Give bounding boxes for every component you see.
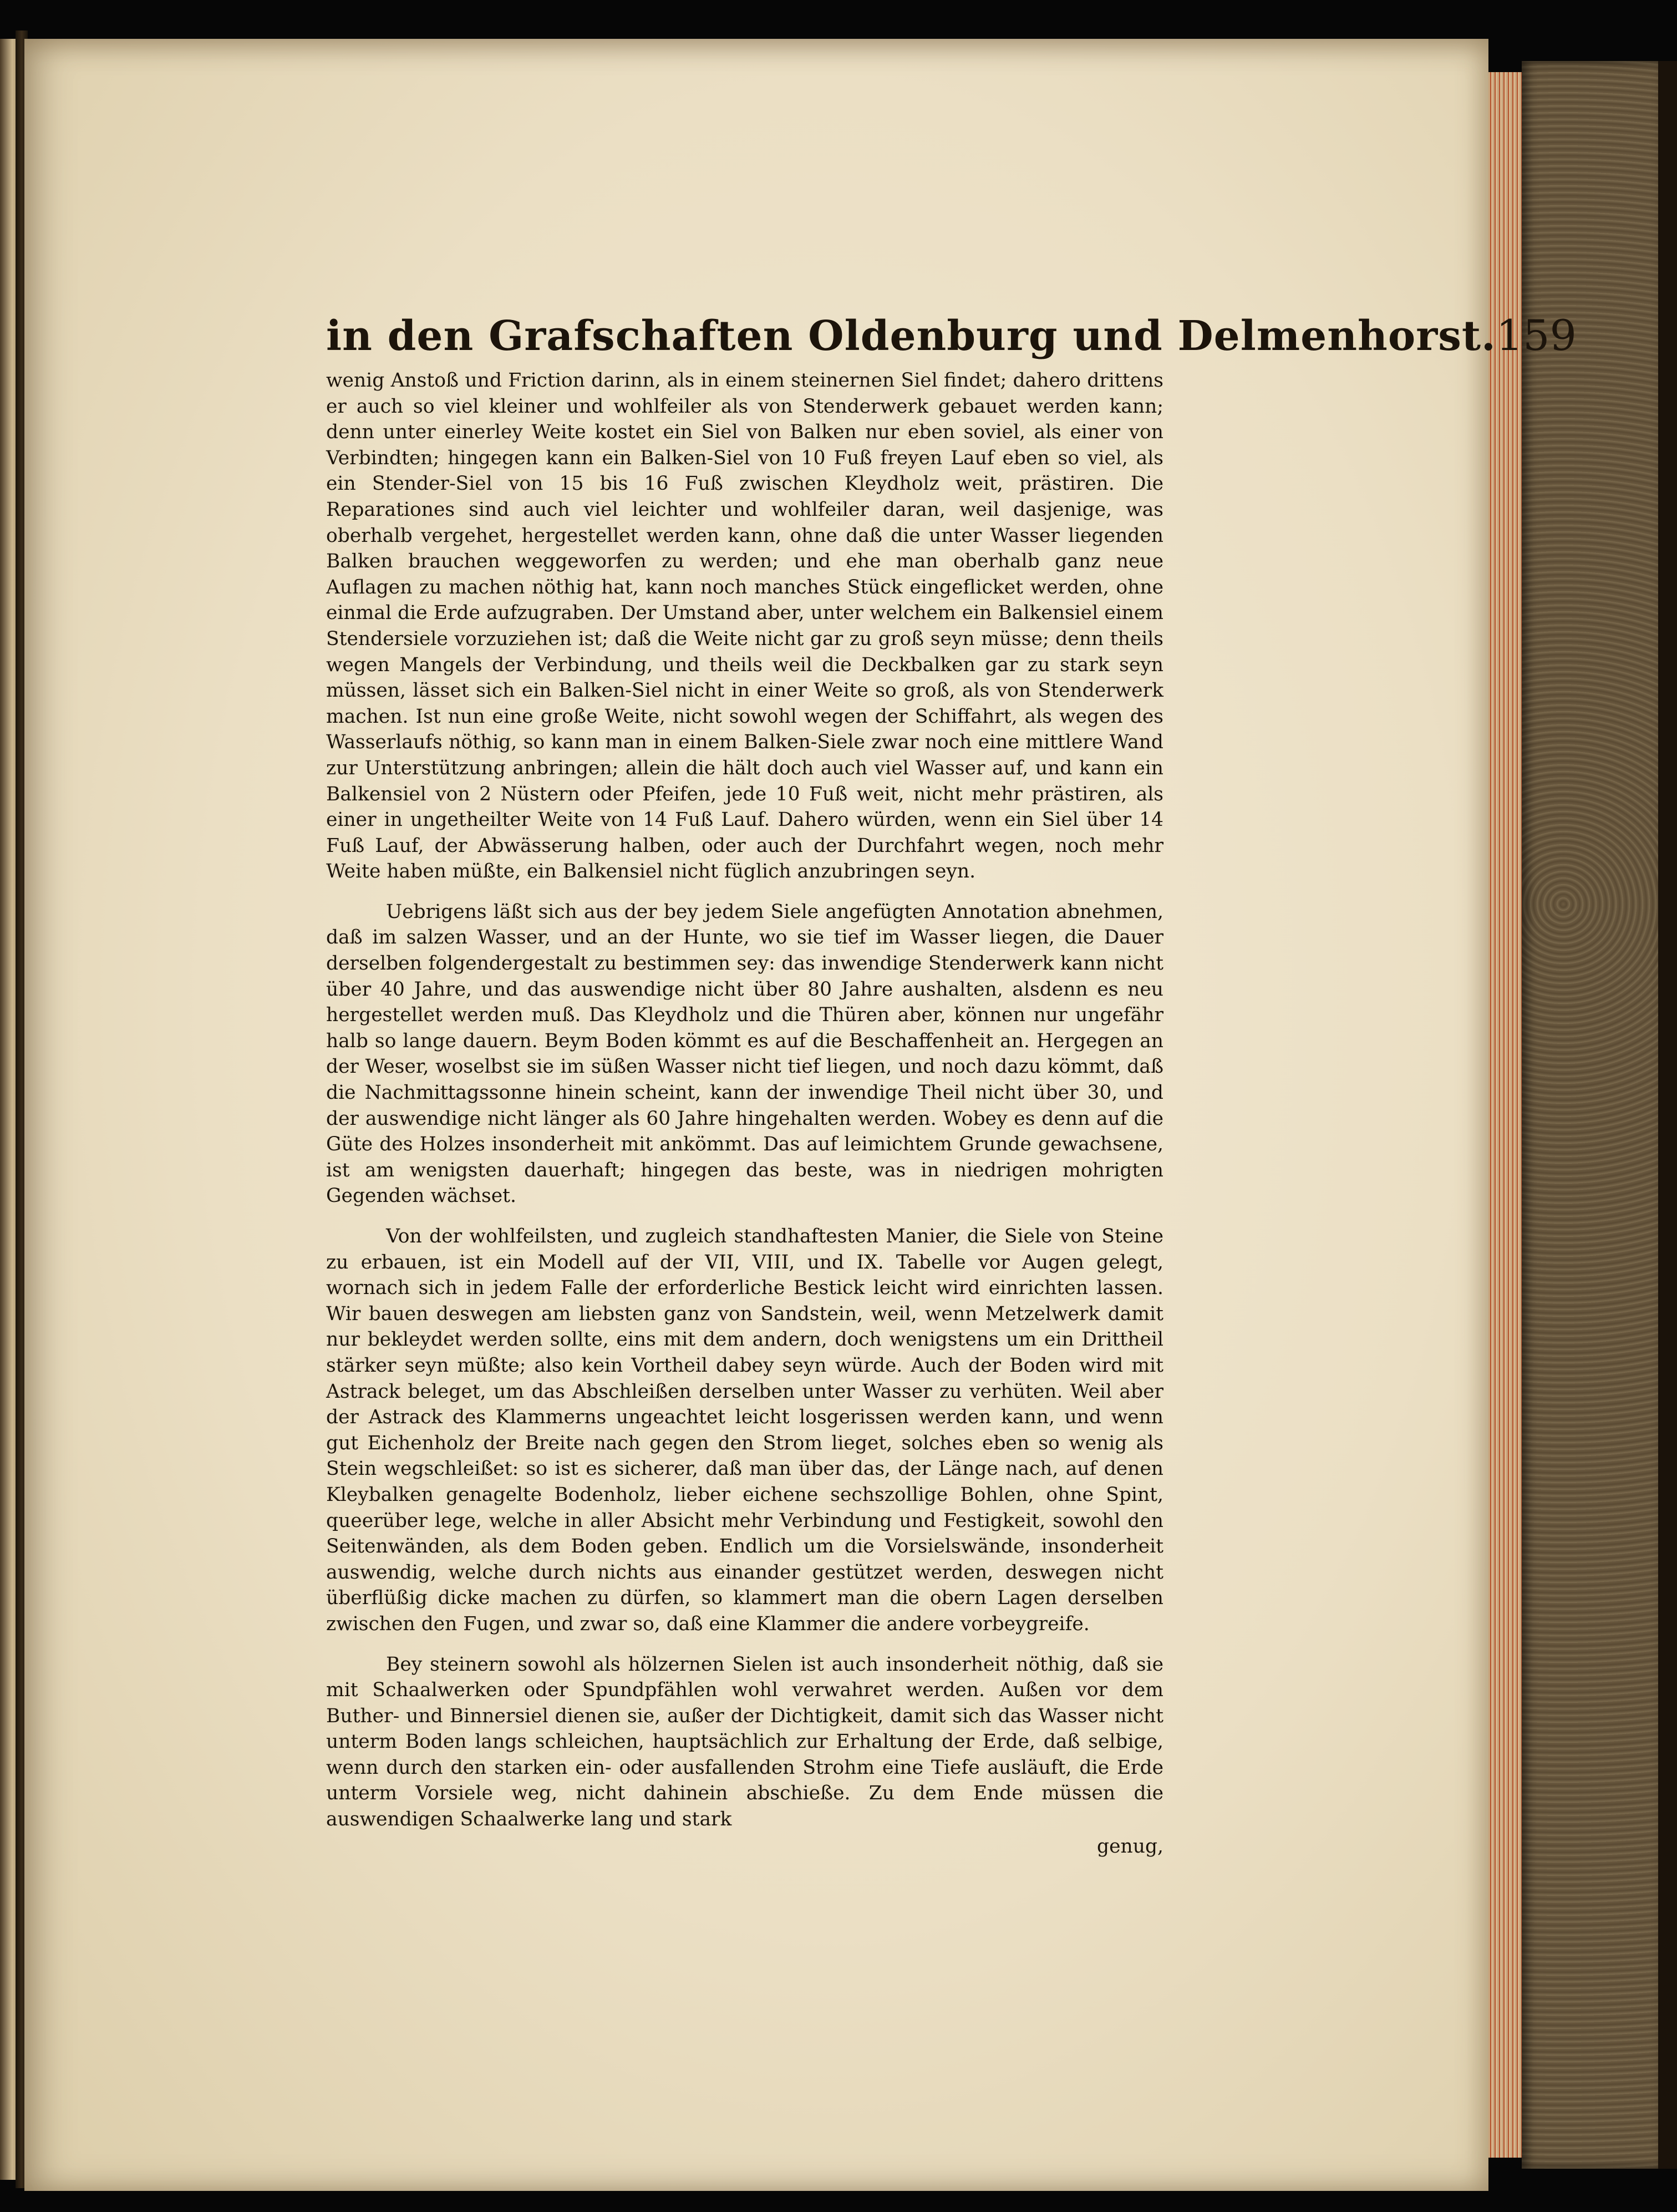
- body-text: [326, 368, 1163, 1833]
- running-head: [326, 311, 1577, 360]
- paragraph-4: Bey steinern sowohl als hölzernen Sielen ist auch insonderheit nöthig, daß sie mit Schaalwerken oder Spundpfählen wohl verwahret werden. Außen vor dem Buther- und Binnersiel dienen sie, außer der Dichtigkeit, damit sich das Wasser nicht unterm Boden langs schleichen, hauptsächlich zur Erhaltung der Erde, daß selbige, wenn durch den starken ein- oder ausfallenden Strohm eine Tiefe ausläuft, die Erde unterm Vorsiele weg, nicht dahinein abschieße. Zu dem Ende müssen die auswendigen Schaalwerke lang und stark: [326, 1653, 1163, 1831]
- running-head-title: in den Grafschaften Oldenburg und Delmenhorst.: [326, 312, 1496, 360]
- paragraph-1: wenig Anstoß und Friction darinn, als in einem steinernen Siel findet; dahero drittens er auch so viel kleiner und wohlfeiler als von Stenderwerk gebauet werden kann; denn unter einerley Weite kostet ein Siel von Balken nur eben soviel, als einer von Verbindten; hingegen kann ein Balken-Siel von 10 Fuß freyen Lauf eben so viel, als ein Stender-Siel von 15 bis 16 Fuß zwischen Kleydholz weit, prästiren. Die Reparationes sind auch viel leichter und wohlfeiler daran, weil dasjenige, was oberhalb vergehet, hergestellet werden kann, ohne daß die unter Wasser liegenden Balken brauchen weggeworfen zu werden; und ehe man oberhalb ganz neue Auflagen zu machen nöthig hat, kann noch manches Stück eingeflicket werden, ohne einmal die Erde aufzugraben. Der Umstand aber, unter welchem ein Balkensiel einem Stendersiele vorzuziehen ist; daß die Weite nicht gar zu groß seyn müsse; denn theils wegen Mangels der Verbindung, und theils weil die Deckbalken gar zu stark seyn müssen, lässet sich ein Balken-Siel nicht in einer Weite so groß, als von Stenderwerk machen. Ist nun eine große Weite, nicht sowohl wegen der Schiffahrt, als wegen des Wasserlaufs nöthig, so kann man in einem Balken-Siele zwar noch eine mittlere Wand zur Unterstützung anbringen; allein die hält doch auch viel Wasser auf, und kann ein Balkensiel von 2 Nüstern oder Pfeifen, jede 10 Fuß weit, nicht mehr prästiren, als einer in ungetheilter Weite von 14 Fuß Lauf. Dahero würden, wenn ein Siel über 14 Fuß Lauf, der Abwässerung halben, oder auch der Durchfahrt wegen, noch mehr Weite haben müßte, ein Balkensiel nicht füglich anzubringen seyn.: [326, 369, 1163, 883]
- paragraph-3: Von der wohlfeilsten, und zugleich standhaftesten Manier, die Siele von Steine zu erbauen, ist ein Modell auf der VII, VIII, und IX. Tabelle vor Augen gelegt, wornach sich in jedem Falle der erforderliche Bestick leicht wird einrichten lassen. Wir bauen deswegen am liebsten ganz von Sandstein, weil, wenn Metzelwerk damit nur bekleydet werden sollte, eins mit dem andern, doch wenigstens um ein Drittheil stärker seyn müßte; also kein Vortheil dabey seyn würde. Auch der Boden wird mit Astrack beleget, um das Abschleißen derselben unter Wasser zu verhüten. Weil aber der Astrack des Klammerns ungeachtet leicht losgerissen werden kann, und wenn gut Eichenholz der Breite nach gegen den Strom lieget, solches eben so wenig als Stein wegschleißet: so ist es sicherer, daß man über das, der Länge nach, auf denen Kleybalken genagelte Bodenholz, lieber eichene sechszollige Bohlen, ohne Spint, queerüber lege, welche in aller Absicht mehr Verbindung und Festigkeit, sowohl den Seitenwänden, als dem Boden geben. Endlich um die Vorsielswände, insonderheit auswendig, welche durch nichts aus einander gestützet werden, deswegen nicht überflüßig dicke machen zu dürfen, so klammert man die obern Lagen derselben zwischen den Fugen, und zwar so, daß eine Klammer die andere vorbeygreife.: [326, 1225, 1163, 1635]
- marbled-cover-board: [1522, 61, 1660, 2169]
- page-fore-edges: [1488, 72, 1522, 2158]
- page-number: 159: [1496, 311, 1577, 360]
- paragraph-2: Uebrigens läßt sich aus der bey jedem Siele angefügten Annotation abnehmen, daß im salzen Wasser, und an der Hunte, wo sie tief im Wasser liegen, die Dauer derselben folgendergestalt zu bestimmen sey: das inwendige Stenderwerk kann nicht über 40 Jahre, und das auswendige nicht über 80 Jahre aushalten, alsdenn es neu hergestellet werden muß. Das Kleydholz und die Thüren aber, können nur ungefähr halb so lange dauern. Beym Boden kömmt es auf die Beschaffenheit an. Hergegen an der Weser, woselbst sie im süßen Wasser nicht tief liegen, und noch dazu kömmt, daß die Nachmittagssonne hinein scheint, kann der inwendige Theil nicht über 30, und der auswendige nicht länger als 60 Jahre hingehalten werden. Wobey es denn auf die Güte des Holzes insonderheit mit ankömmt. Das auf leimichtem Grunde gewachsene, ist am wenigsten dauerhaft; hingegen das beste, was in niedrigen mohrigten Gegenden wächset.: [326, 900, 1163, 1208]
- cover-outer-edge: [1658, 61, 1677, 2169]
- text-block: [326, 311, 1577, 1859]
- catchword: genug,: [1097, 1835, 1163, 1858]
